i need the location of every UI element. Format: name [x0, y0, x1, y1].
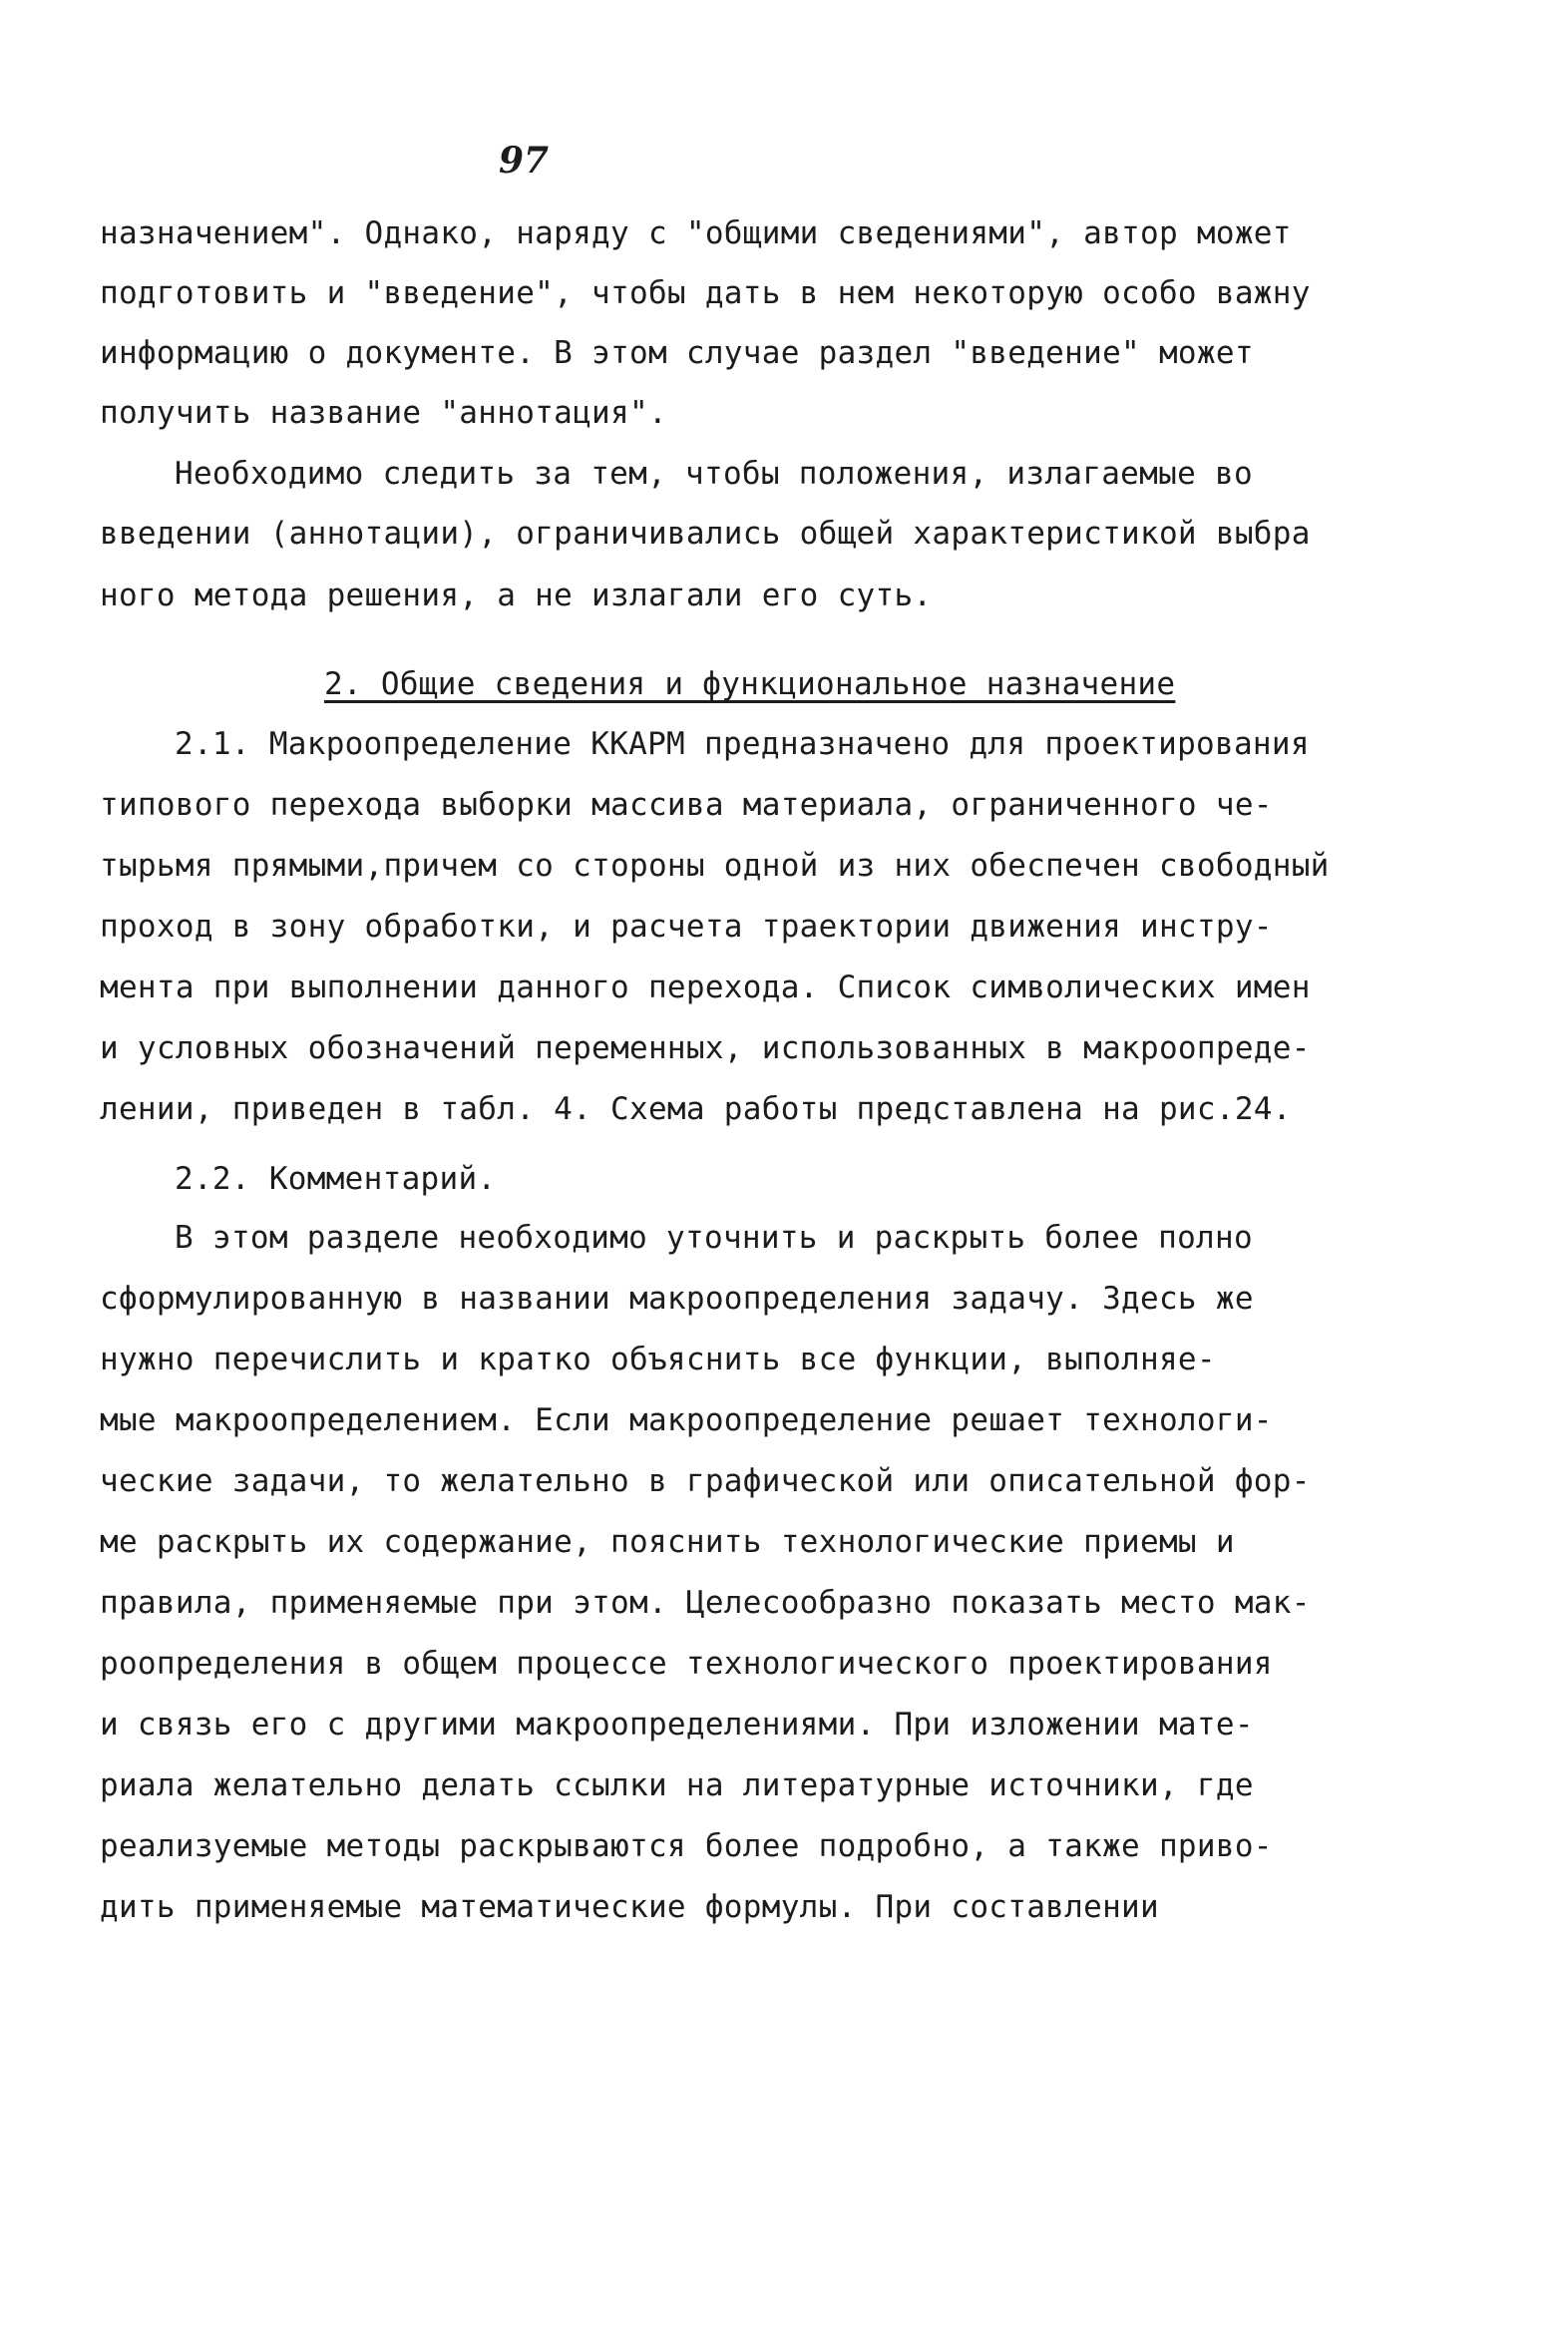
text-line: роопределения в общем процессе технологического проектирования	[100, 1646, 1273, 1682]
text-line: ческие задачи, то желательно в графической или описательной фор-	[100, 1463, 1311, 1499]
text-line: мента при выполнении данного перехода. Список символических имен	[100, 970, 1311, 1005]
text-line: нужно перечислить и кратко объяснить все функции, выполняе-	[100, 1342, 1216, 1377]
text-line: ме раскрыть их содержание, пояснить технологические приемы и	[100, 1524, 1235, 1560]
text-line: проход в зону обработки, и расчета траектории движения инстру-	[100, 909, 1273, 945]
text-line: риала желательно делать ссылки на литературные источники, где	[100, 1767, 1254, 1803]
text-line: получить название "аннотация".	[100, 395, 667, 431]
text-line: подготовить и "введение", чтобы дать в нем некоторую ocoбо важну	[100, 275, 1311, 311]
text-line: 2.1. Макроопределение ККАРМ предназначено для проектирования	[175, 726, 1310, 762]
text-line: правила, применяемые при этом. Целесообразно показать место мак-	[100, 1585, 1311, 1621]
text-line: лении, приведен в табл. 4. Схема работы представлена на рис.24.	[100, 1091, 1292, 1127]
text-line: и условных обозначений переменных, использованных в макроопреде-	[100, 1030, 1311, 1066]
text-line: ного метода решения, а не излагали его суть.	[100, 578, 933, 613]
text-line: реализуемые методы раскрываются более подробно, а также приво-	[100, 1828, 1273, 1864]
page-number: 97	[499, 140, 550, 182]
subsection-heading: 2.2. Комментарий.	[175, 1161, 497, 1197]
text-line: типового перехода выборки массива материала, ограниченного че-	[100, 787, 1273, 823]
text-line: тырьмя прямыми,причем со стороны одной из них обеспечен свободный	[100, 848, 1330, 884]
text-line: введении (аннотации), ограничивались общей характеристикой выбра	[100, 516, 1311, 552]
text-line: и связь его с другими макроопределениями. При изложении мате-	[100, 1707, 1254, 1743]
section-heading: 2. Общие сведения и функциональное назначение	[324, 666, 1176, 702]
text-line: информацию о документе. В этом случае раздел "введение" может	[100, 335, 1254, 371]
text-line: сформулированную в названии макроопределения задачу. Здесь же	[100, 1281, 1254, 1317]
text-line: дить применяемые математические формулы. При составлении	[100, 1889, 1159, 1925]
text-line: Необходимо следить за тем, чтобы положения, излагаемые во	[175, 456, 1253, 492]
text-line: В этом разделе необходимо уточнить и раскрыть более полно	[175, 1220, 1253, 1256]
text-line: назначением". Однако, наряду с "общими сведениями", автор может	[100, 215, 1292, 251]
text-line: мые макроопределением. Если макроопределение решает технологи-	[100, 1402, 1273, 1438]
